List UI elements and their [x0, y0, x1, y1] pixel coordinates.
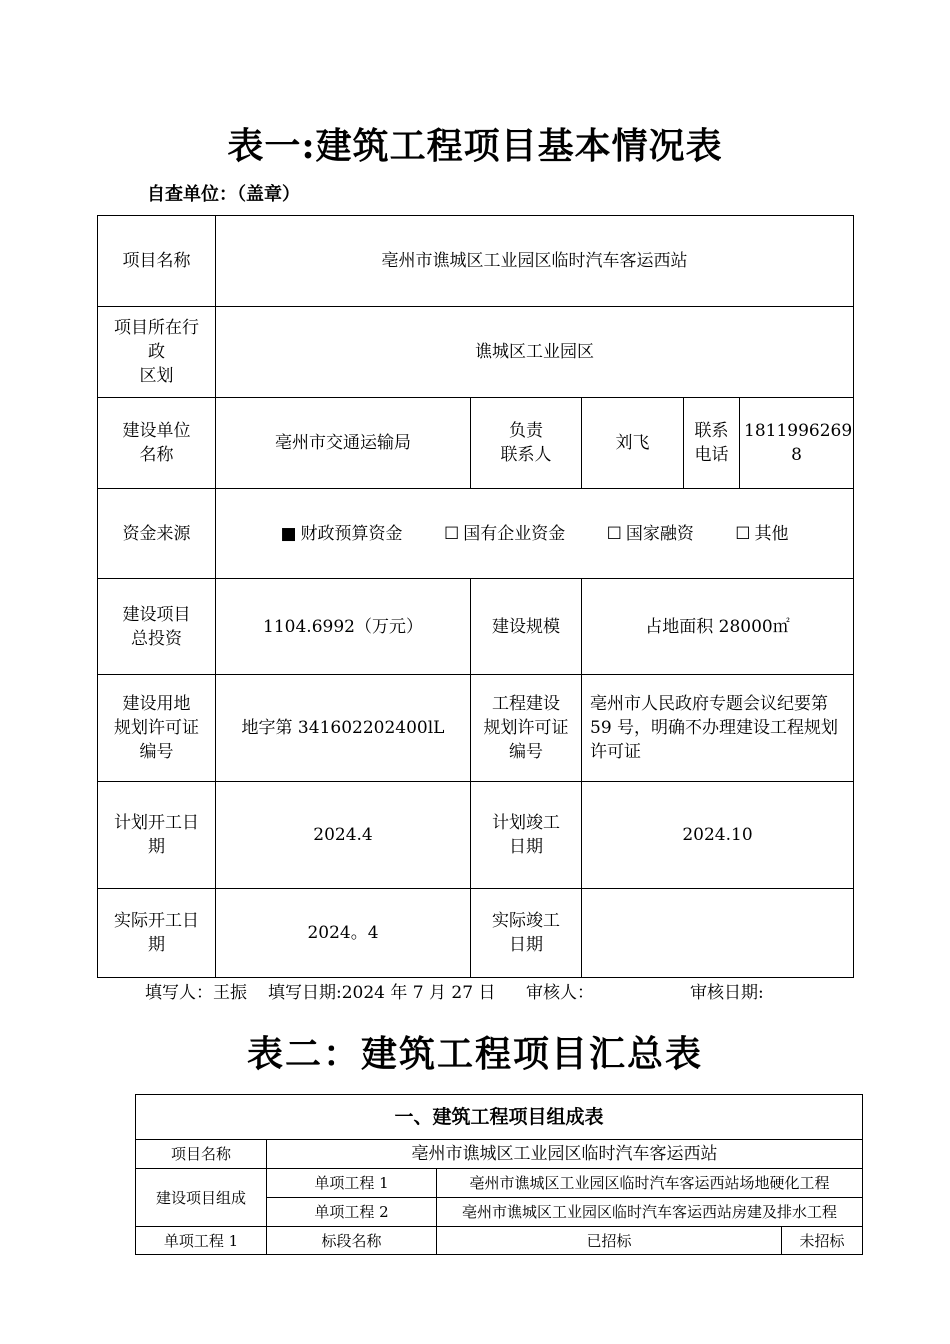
project-name-label: 项目名称 [98, 216, 216, 307]
actual-end-label [471, 889, 582, 978]
row-admin-area [98, 307, 854, 398]
summary-row-bids [136, 1227, 863, 1255]
builder-label [98, 398, 216, 489]
row-permits [98, 675, 854, 782]
unchecked-box-icon: ☐ [606, 523, 622, 544]
summary-row-project-name [136, 1140, 863, 1169]
scale-label: 建设规模 [471, 579, 582, 675]
contact-label [471, 398, 582, 489]
unchecked-box-icon: ☐ [443, 523, 460, 544]
builder-label-line2: 名称 [139, 445, 174, 465]
composition-label: 建设项目组成 [136, 1169, 267, 1227]
summary-project-name-value: 亳州市谯城区工业园区临时汽车客运西站 [267, 1140, 863, 1169]
eng-permit-value: 亳州市人民政府专题会议纪要第 59 号，明确不办理建设工程规划许可证 [582, 675, 854, 782]
builder-label-line1: 建设单位 [122, 421, 191, 441]
land-permit-label-line2: 规划许可证 [114, 718, 199, 738]
row-actual-dates [98, 889, 854, 978]
investment-label [98, 579, 216, 675]
project-basic-info-table [97, 215, 854, 978]
fund-option-other [735, 522, 788, 546]
contact-label-line2: 联系人 [500, 445, 552, 465]
actual-end-value [582, 889, 854, 978]
admin-area-label-line3: 区划 [139, 366, 174, 386]
investment-value: 1104.6992（万元） [216, 579, 471, 675]
planned-start-label-line1: 计划开工日 [114, 813, 199, 833]
planned-start-label-line2: 期 [148, 837, 165, 857]
filler-label: 填写人：王振 [145, 983, 247, 1003]
unchecked-box-icon: ☐ [735, 523, 751, 544]
sub1-label: 单项工程 1 [267, 1169, 437, 1198]
actual-end-label-line2: 日期 [509, 935, 543, 955]
self-check-unit-label: 自查单位：（盖章） [147, 184, 300, 205]
admin-area-label [98, 307, 216, 398]
eng-permit-label-line3: 编号 [509, 742, 543, 762]
fund-source-label: 资金来源 [98, 489, 216, 579]
planned-end-label [471, 782, 582, 889]
contact-label-line1: 负责 [509, 421, 543, 441]
reviewer-label: 审核人： [526, 983, 594, 1003]
row-project-name [98, 216, 854, 307]
investment-label-line1: 建设项目 [122, 604, 191, 625]
planned-end-value: 2024.10 [582, 782, 854, 889]
sub2-label: 单项工程 2 [267, 1198, 437, 1227]
planned-end-label-line1: 计划竣工 [492, 813, 560, 833]
admin-area-value: 谯城区工业园区 [216, 307, 854, 398]
section-title: 一、建筑工程项目组成表 [136, 1095, 863, 1140]
phone-label-line1: 联系 [694, 421, 729, 441]
eng-permit-label [471, 675, 582, 782]
phone-label-line2: 电话 [694, 445, 729, 465]
bid-tendered-label: 已招标 [437, 1227, 782, 1255]
row-investment [98, 579, 854, 675]
fund-source-options [216, 489, 854, 579]
land-permit-label [98, 675, 216, 782]
fund-option-label: 国有企业资金 [463, 523, 566, 544]
actual-start-label-line2: 期 [148, 935, 165, 955]
planned-end-label-line2: 日期 [509, 837, 543, 857]
actual-start-label-line1: 实际开工日 [114, 911, 199, 931]
eng-permit-label-line2: 规划许可证 [483, 718, 569, 738]
land-permit-label-line3: 编号 [139, 742, 174, 762]
phone-value [740, 398, 854, 489]
scale-value: 占地面积 28000㎡ [582, 579, 854, 675]
bid-sub-label: 单项工程 1 [136, 1227, 267, 1255]
row-planned-dates [98, 782, 854, 889]
planned-start-value: 2024.4 [216, 782, 471, 889]
table1-title: 表一:建筑工程项目基本情况表 [227, 125, 723, 167]
eng-permit-label-line1: 工程建设 [492, 694, 560, 714]
actual-start-value: 2024。4 [216, 889, 471, 978]
checked-box-icon: ■ [280, 523, 297, 544]
bid-section-name-label: 标段名称 [267, 1227, 437, 1255]
sub2-value: 亳州市谯城区工业园区临时汽车客运西站房建及排水工程 [437, 1198, 863, 1227]
review-date-label: 审核日期: [690, 983, 764, 1003]
fund-option-label: 其他 [754, 523, 789, 544]
fund-option-national-finance [607, 522, 694, 546]
phone-value-line1: 1811996269 [744, 421, 853, 441]
fund-option-state-enterprise [444, 522, 565, 546]
planned-start-label [98, 782, 216, 889]
sub1-value: 亳州市谯城区工业园区临时汽车客运西站场地硬化工程 [437, 1169, 863, 1198]
land-permit-label-line1: 建设用地 [122, 694, 191, 714]
bid-untendered-label: 未招标 [782, 1227, 863, 1255]
row-fund-source [98, 489, 854, 579]
row-builder [98, 398, 854, 489]
actual-start-label [98, 889, 216, 978]
fill-date: 填写日期:2024 年 7 月 27 日 [268, 983, 496, 1003]
actual-end-label-line1: 实际竣工 [492, 911, 560, 931]
fund-option-label: 国家融资 [625, 523, 694, 544]
admin-area-label-line1: 项目所在行 [114, 318, 199, 338]
fund-option-fiscal [280, 522, 402, 546]
land-permit-value: 地字第 341602202400lL [216, 675, 471, 782]
project-name-value: 亳州市谯城区工业园区临时汽车客运西站 [216, 216, 854, 307]
phone-value-line2: 8 [791, 445, 802, 465]
investment-label-line2: 总投资 [131, 628, 182, 649]
builder-value: 亳州市交通运输局 [216, 398, 471, 489]
summary-row-sub1 [136, 1169, 863, 1198]
phone-label [684, 398, 740, 489]
section-title-row [136, 1095, 863, 1140]
summary-project-name-label: 项目名称 [136, 1140, 267, 1169]
contact-value: 刘飞 [582, 398, 684, 489]
admin-area-label-line2: 政 [148, 342, 165, 362]
fund-option-label: 财政预算资金 [300, 523, 403, 544]
project-summary-table [135, 1094, 863, 1255]
table2-title: 表二：建筑工程项目汇总表 [246, 1033, 703, 1075]
